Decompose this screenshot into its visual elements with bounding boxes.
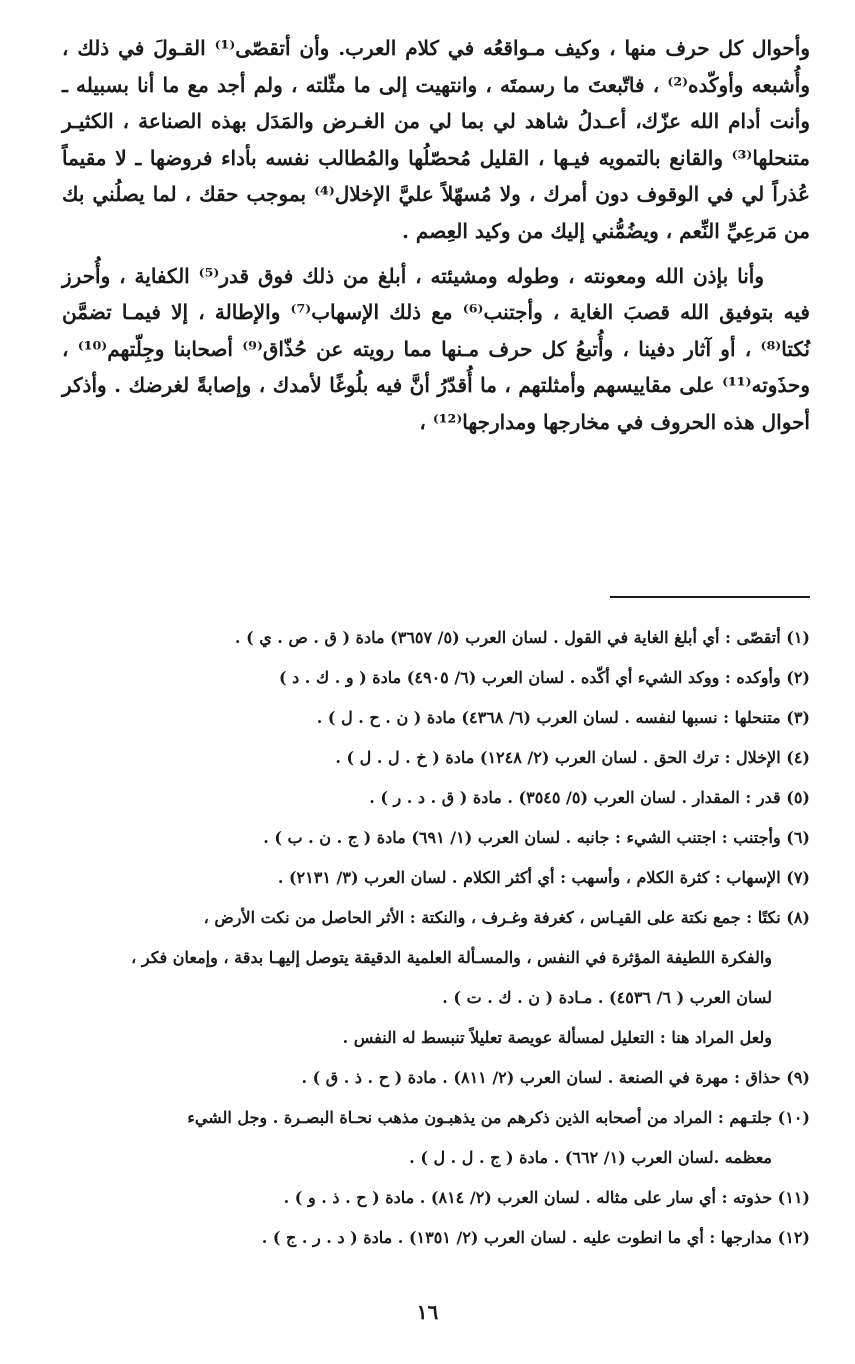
footnote-12: (١٢) مدارجها : أي ما انطوت عليه . لسان العرب (٢/ ١٣٥١) . مادة ( د . ر . ج ) . [261, 1228, 810, 1247]
footnote-4: (٤) الإخلال : ترك الحق . لسان العرب (٢/ ١٢٤٨) مادة ( خ . ل . ل ) . [335, 748, 810, 767]
footnote-2: (٢) وأوكده : ووكد الشيء أي أكّده . لسان العرب (٦/ ٤٩٠٥) مادة ( و . ك . د ) [278, 668, 810, 687]
footnote-8-continuation: لسان العرب ( ٦/ ٤٥٣٦) . مـادة ( ن . ك . ت ) . [442, 988, 772, 1007]
footnote-8-continuation: ولعل المراد هنا : التعليل لمسألة عويصة تعليلاً تنبسط له النفس . [342, 1028, 772, 1047]
footnote-6: (٦) وأجتنب : اجتنب الشيء : جانبه . لسان العرب (١/ ٦٩١) مادة ( ج . ن . ب ) . [263, 828, 810, 847]
main-text [62, 30, 810, 441]
footnotes [62, 618, 810, 1258]
footnote-1: (١) أتقصّى : أي أبلغ الغاية في القول . لسان العرب (٥/ ٣٦٥٧) مادة ( ق . ص . ي ) . [234, 628, 810, 647]
footnote-3: (٣) متنحلها : نسبها لنفسه . لسان العرب (٦/ ٤٣٦٨) مادة ( ن . ح . ل ) . [316, 708, 810, 727]
footnote-11: (١١) حذوته : أي سار على مثاله . لسان العرب (٢/ ٨١٤) . مادة ( ح . ذ . و ) . [283, 1188, 810, 1207]
footnote-10-continuation: معظمه .لسان العرب (١/ ٦٦٢) . مادة ( ج . ل . ل ) . [409, 1148, 772, 1167]
page-number: ١٦ [416, 1300, 439, 1324]
footnote-separator [610, 596, 810, 598]
footnote-7: (٧) الإسهاب : كثرة الكلام ، وأسهب : أي أكثر الكلام . لسان العرب (٣/ ٢١٣١) . [277, 868, 810, 887]
footnote-5: (٥) قدر : المقدار . لسان العرب (٥/ ٣٥٤٥) . مادة ( ق . د . ر ) . [369, 788, 810, 807]
footnote-8: (٨) نكتًا : جمع نكتة على القيـاس ، كغرفة وغـرف ، والنكتة : الأثر الحاصل من نكت الأرض ، [203, 908, 810, 927]
footnote-9: (٩) حذاق : مهرة في الصنعة . لسان العرب (٢/ ٨١١) . مادة ( ح . ذ . ق ) . [301, 1068, 810, 1087]
footnote-8-continuation: والفكرة اللطيفة المؤثرة في النفس ، والمسـألة العلمية الدقيقة يتوصل إليهـا بدقة ، وإمعان فكر ، [131, 948, 772, 967]
paragraph: وأنا بإذن الله ومعونته ، وطوله ومشيئته ، أبلغ من ذلك فوق قدر⁽⁵⁾ الكفاية ، وأُحرز فيه بتوفيق الله قصبَ الغاية ، وأجتنب⁽⁶⁾ مع ذلك الإسهاب⁽⁷⁾ والإطالة ، إلا فيمـا تضمَّن نُكتا⁽⁸⁾ ، أو آثار دفينا ، وأُتبعُ كل حرف مـنها مما رويته عن حُذّاق⁽⁹⁾ أصحابنا وجِلّتهم⁽¹⁰⁾ ، وحذَوته⁽¹¹⁾ على مقاييسهم وأمثلتهم ، ما أُقدّرُ أنَّ فيه بلُوغًا لأمدك ، وإصابةً لغرضك . وأذكر أحوال هذه الحروف في مخارجها ومدارجها⁽¹²⁾ ، [62, 263, 810, 434]
paragraph: وأحوال كل حرف منها ، وكيف مـواقعُه في كلام العرب. وأن أتقصّى⁽¹⁾ القـولَ في ذلك ، وأُشبعه وأوكّده⁽²⁾ ، فاتّبعتَ ما رسمتَه ، وانتهيت إلى ما مثّلته ، ولم أجد مع ما أنا بسبيله ـ وأنت أدام الله عزّك، أعـدلُ شاهد لي بما لي من الغـرض والمَدَل بهذه الصناعة ، الكثيـر متنحلها⁽³⁾ والقانع بالتمويه فيـها ، القليل مُحصّلُها والمُطالب نفسه بأداء فروضها ـ لا مقيماً عُذراً لي في الوقوف دون أمرك ، ولا مُسهّلاً عليَّ الإخلال⁽⁴⁾ بموجب حقك ، لما يصلُني بك من مَرعِيِّ النِّعم ، ويضُمُّني إليك من وكيد العِصم . [62, 36, 810, 243]
footnote-10: (١٠) جلتـهم : المراد من أصحابه الذين ذكرهم من يذهبـون مذهب نحـاة البصـرة . وجل الشيء [187, 1108, 810, 1127]
